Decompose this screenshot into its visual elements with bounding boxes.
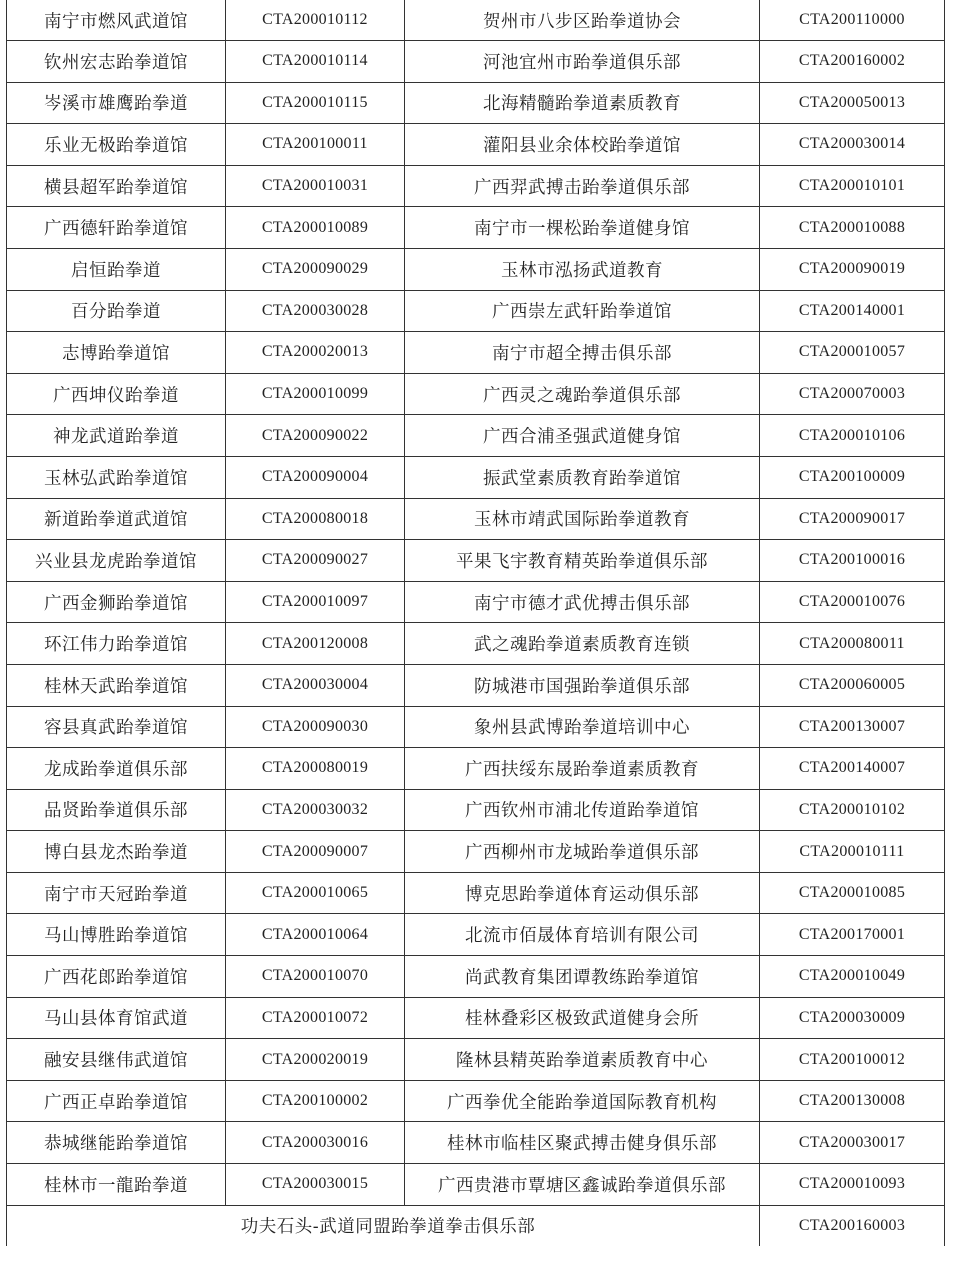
table-row: [7, 82, 945, 124]
club-code-right-cell: CTA200100016: [760, 540, 945, 582]
club-code-left-cell: CTA200090027: [226, 540, 405, 582]
table-row: [7, 997, 945, 1039]
club-name-merged-cell: 功夫石头-武道同盟跆拳道拳击俱乐部: [7, 1205, 760, 1246]
table-row: [7, 248, 945, 290]
club-code-left-cell: CTA200090022: [226, 415, 405, 457]
club-name-right-cell: 河池宜州市跆拳道俱乐部: [405, 41, 760, 83]
club-code-left-cell: CTA200030004: [226, 664, 405, 706]
club-code-left-cell: CTA200090030: [226, 706, 405, 748]
club-code-right-cell: CTA200090017: [760, 498, 945, 540]
table-row: [7, 831, 945, 873]
club-name-right-cell: 南宁市超全搏击俱乐部: [405, 332, 760, 374]
club-code-left-cell: CTA200030015: [226, 1164, 405, 1206]
club-name-right-cell: 北流市佰晟体育培训有限公司: [405, 914, 760, 956]
club-name-right-cell: 玉林市泓扬武道教育: [405, 248, 760, 290]
club-name-left-cell: 环江伟力跆拳道馆: [7, 623, 226, 665]
table-row: [7, 415, 945, 457]
club-code-right-cell: CTA200070003: [760, 373, 945, 415]
club-name-left-cell: 品贤跆拳道俱乐部: [7, 789, 226, 831]
club-code-right-cell: CTA200060005: [760, 664, 945, 706]
club-name-right-cell: 广西羿武搏击跆拳道俱乐部: [405, 165, 760, 207]
club-code-right-cell: CTA200170001: [760, 914, 945, 956]
club-registry-table: [6, 0, 945, 1246]
club-code-right-cell: CTA200010101: [760, 165, 945, 207]
club-code-left-cell: CTA200090007: [226, 831, 405, 873]
club-name-right-cell: 广西拳优全能跆拳道国际教育机构: [405, 1080, 760, 1122]
club-name-right-cell: 灌阳县业余体校跆拳道馆: [405, 124, 760, 166]
table-row: [7, 956, 945, 998]
club-name-right-cell: 桂林叠彩区极致武道健身会所: [405, 997, 760, 1039]
club-code-right-cell: CTA200050013: [760, 82, 945, 124]
club-code-right-cell: CTA200130007: [760, 706, 945, 748]
table-row: [7, 207, 945, 249]
club-code-left-cell: CTA200010115: [226, 82, 405, 124]
club-name-right-cell: 武之魂跆拳道素质教育连锁: [405, 623, 760, 665]
club-code-right-cell: CTA200030014: [760, 124, 945, 166]
club-name-right-cell: 振武堂素质教育跆拳道馆: [405, 456, 760, 498]
club-code-left-cell: CTA200010064: [226, 914, 405, 956]
club-code-right-cell: CTA200100009: [760, 456, 945, 498]
club-name-left-cell: 博白县龙杰跆拳道: [7, 831, 226, 873]
club-code-left-cell: CTA200010114: [226, 41, 405, 83]
club-name-right-cell: 桂林市临桂区聚武搏击健身俱乐部: [405, 1122, 760, 1164]
club-name-right-cell: 南宁市一棵松跆拳道健身馆: [405, 207, 760, 249]
club-code-left-cell: CTA200010099: [226, 373, 405, 415]
club-name-right-cell: 南宁市德才武优搏击俱乐部: [405, 581, 760, 623]
club-name-left-cell: 玉林弘武跆拳道馆: [7, 456, 226, 498]
club-code-left-cell: CTA200080018: [226, 498, 405, 540]
club-name-left-cell: 马山博胜跆拳道馆: [7, 914, 226, 956]
club-name-left-cell: 恭城继能跆拳道馆: [7, 1122, 226, 1164]
club-code-right-cell: CTA200010085: [760, 872, 945, 914]
club-code-right-cell: CTA200010088: [760, 207, 945, 249]
table-body: [7, 0, 945, 1246]
club-name-right-cell: 北海精髓跆拳道素质教育: [405, 82, 760, 124]
club-code-right-cell: CTA200030017: [760, 1122, 945, 1164]
club-code-right-cell: CTA200010093: [760, 1164, 945, 1206]
table-row: [7, 373, 945, 415]
table-row: [7, 1122, 945, 1164]
club-code-right-cell: CTA200010049: [760, 956, 945, 998]
club-name-left-cell: 广西坤仪跆拳道: [7, 373, 226, 415]
club-name-left-cell: 桂林市一龍跆拳道: [7, 1164, 226, 1206]
club-code-right-cell: CTA200110000: [760, 0, 945, 41]
club-name-right-cell: 广西钦州市浦北传道跆拳道馆: [405, 789, 760, 831]
club-code-right-cell: CTA200010102: [760, 789, 945, 831]
club-name-left-cell: 钦州宏志跆拳道馆: [7, 41, 226, 83]
club-name-right-cell: 象州县武博跆拳道培训中心: [405, 706, 760, 748]
club-name-left-cell: 广西金狮跆拳道馆: [7, 581, 226, 623]
club-name-left-cell: 广西花郎跆拳道馆: [7, 956, 226, 998]
table-row: [7, 748, 945, 790]
club-name-left-cell: 融安县继伟武道馆: [7, 1039, 226, 1081]
club-name-left-cell: 广西德轩跆拳道馆: [7, 207, 226, 249]
club-code-right-cell: CTA200130008: [760, 1080, 945, 1122]
club-code-left-cell: CTA200010065: [226, 872, 405, 914]
club-code-left-cell: CTA200100011: [226, 124, 405, 166]
club-code-left-cell: CTA200010097: [226, 581, 405, 623]
club-code-right-cell: CTA200140001: [760, 290, 945, 332]
club-name-right-cell: 广西扶绥东晟跆拳道素质教育: [405, 748, 760, 790]
club-name-left-cell: 启恒跆拳道: [7, 248, 226, 290]
table-row: [7, 0, 945, 41]
club-name-right-cell: 广西合浦圣强武道健身馆: [405, 415, 760, 457]
club-code-left-cell: CTA200020013: [226, 332, 405, 374]
club-name-right-cell: 防城港市国强跆拳道俱乐部: [405, 664, 760, 706]
club-code-left-cell: CTA200030032: [226, 789, 405, 831]
club-name-right-cell: 平果飞宇教育精英跆拳道俱乐部: [405, 540, 760, 582]
club-name-left-cell: 兴业县龙虎跆拳道馆: [7, 540, 226, 582]
club-code-left-cell: CTA200020019: [226, 1039, 405, 1081]
club-code-right-cell: CTA200010057: [760, 332, 945, 374]
club-name-right-cell: 隆林县精英跆拳道素质教育中心: [405, 1039, 760, 1081]
club-name-right-cell: 广西柳州市龙城跆拳道俱乐部: [405, 831, 760, 873]
club-name-right-cell: 博克思跆拳道体育运动俱乐部: [405, 872, 760, 914]
club-name-left-cell: 南宁市燃风武道馆: [7, 0, 226, 41]
club-code-right-cell: CTA200090019: [760, 248, 945, 290]
club-name-left-cell: 龙成跆拳道俱乐部: [7, 748, 226, 790]
club-code-right-cell: CTA200010076: [760, 581, 945, 623]
club-name-left-cell: 桂林天武跆拳道馆: [7, 664, 226, 706]
table-row: [7, 872, 945, 914]
table-row: [7, 165, 945, 207]
club-name-right-cell: 广西灵之魂跆拳道俱乐部: [405, 373, 760, 415]
club-name-left-cell: 广西正卓跆拳道馆: [7, 1080, 226, 1122]
club-name-left-cell: 横县超军跆拳道馆: [7, 165, 226, 207]
table-row: [7, 623, 945, 665]
table-row: [7, 540, 945, 582]
club-name-left-cell: 乐业无极跆拳道馆: [7, 124, 226, 166]
table-row: [7, 706, 945, 748]
club-name-left-cell: 南宁市天冠跆拳道: [7, 872, 226, 914]
club-code-left-cell: CTA200100002: [226, 1080, 405, 1122]
club-name-right-cell: 贺州市八步区跆拳道协会: [405, 0, 760, 41]
table-row: [7, 1080, 945, 1122]
club-code-left-cell: CTA200010031: [226, 165, 405, 207]
club-code-left-cell: CTA200030016: [226, 1122, 405, 1164]
table-row: [7, 41, 945, 83]
table-row: [7, 332, 945, 374]
table-row: [7, 1164, 945, 1206]
club-name-left-cell: 新道跆拳道武道馆: [7, 498, 226, 540]
club-code-left-cell: CTA200030028: [226, 290, 405, 332]
club-code-left-cell: CTA200120008: [226, 623, 405, 665]
club-name-right-cell: 尚武教育集团谭教练跆拳道馆: [405, 956, 760, 998]
club-code-left-cell: CTA200090029: [226, 248, 405, 290]
table-row: [7, 290, 945, 332]
club-code-right-cell: CTA200030009: [760, 997, 945, 1039]
table-row: [7, 914, 945, 956]
club-name-right-cell: 玉林市靖武国际跆拳道教育: [405, 498, 760, 540]
club-code-right-cell: CTA200010106: [760, 415, 945, 457]
club-code-right-cell: CTA200160002: [760, 41, 945, 83]
club-code-left-cell: CTA200080019: [226, 748, 405, 790]
club-code-left-cell: CTA200010070: [226, 956, 405, 998]
club-registry-table-wrapper: [6, 0, 944, 1246]
table-row: [7, 498, 945, 540]
club-code-left-cell: CTA200090004: [226, 456, 405, 498]
table-row: [7, 581, 945, 623]
club-code-right-cell: CTA200100012: [760, 1039, 945, 1081]
table-row-merged: [7, 1205, 945, 1246]
table-row: [7, 1039, 945, 1081]
table-row: [7, 664, 945, 706]
club-code-right-cell: CTA200010111: [760, 831, 945, 873]
club-code-left-cell: CTA200010072: [226, 997, 405, 1039]
club-name-left-cell: 神龙武道跆拳道: [7, 415, 226, 457]
club-name-left-cell: 百分跆拳道: [7, 290, 226, 332]
club-code-left-cell: CTA200010112: [226, 0, 405, 41]
club-name-right-cell: 广西贵港市覃塘区鑫诚跆拳道俱乐部: [405, 1164, 760, 1206]
club-code-right-cell: CTA200140007: [760, 748, 945, 790]
table-row: [7, 124, 945, 166]
club-code-left-cell: CTA200010089: [226, 207, 405, 249]
club-name-left-cell: 志博跆拳道馆: [7, 332, 226, 374]
table-row: [7, 456, 945, 498]
club-name-left-cell: 马山县体育馆武道: [7, 997, 226, 1039]
table-row: [7, 789, 945, 831]
club-code-merged-cell: CTA200160003: [760, 1205, 945, 1246]
club-name-right-cell: 广西崇左武轩跆拳道馆: [405, 290, 760, 332]
club-code-right-cell: CTA200080011: [760, 623, 945, 665]
club-name-left-cell: 容县真武跆拳道馆: [7, 706, 226, 748]
club-name-left-cell: 岑溪市雄鹰跆拳道: [7, 82, 226, 124]
